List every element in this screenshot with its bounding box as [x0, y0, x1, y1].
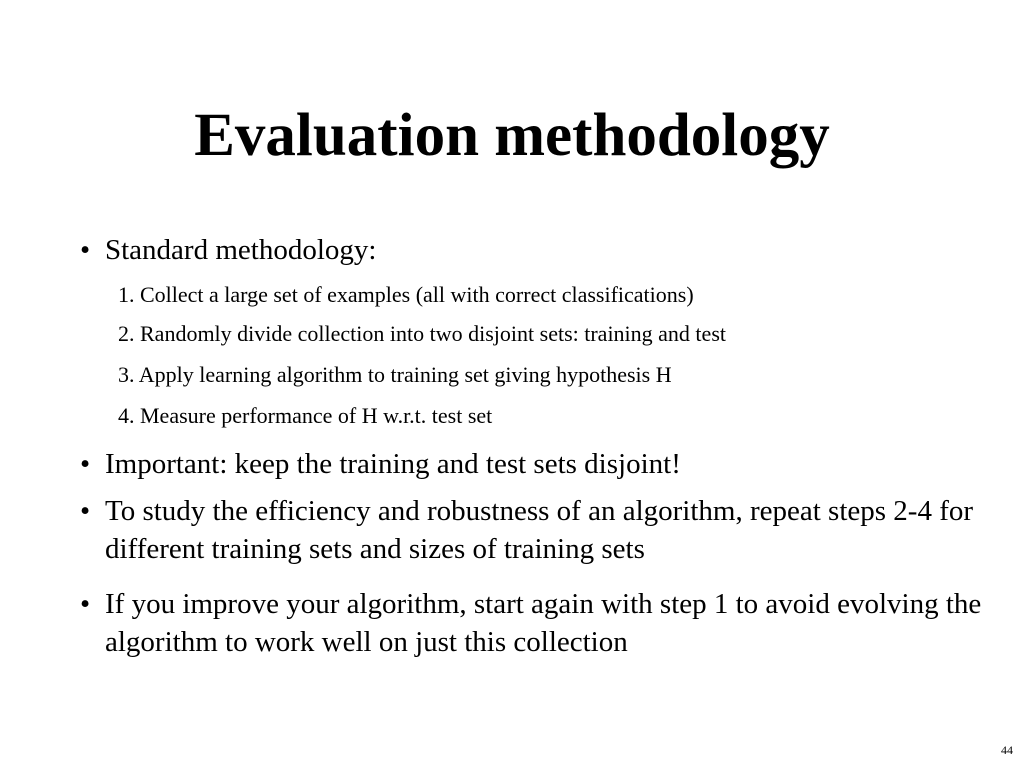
bullet-text: Important: keep the training and test sets disjoint! [105, 448, 681, 480]
bullet-text: Standard methodology: [105, 234, 377, 266]
bullet-text: To study the efficiency and robustness of an algorithm, repeat steps 2-4 for different training sets and sizes of training sets [105, 495, 974, 565]
bullet-icon: • [80, 448, 91, 480]
bullet-important [80, 445, 985, 483]
step-3: 3. Apply learning algorithm to training set giving hypothesis H [118, 362, 672, 387]
bullet-study-efficiency [80, 492, 985, 568]
bullet-icon: • [80, 234, 91, 266]
step-1: 1. Collect a large set of examples (all with correct classifications) [118, 282, 694, 307]
bullet-text: If you improve your algorithm, start again with step 1 to avoid evolving the algorithm to work well on just this collection [105, 588, 982, 658]
bullet-icon: • [80, 588, 91, 620]
step-4: 4. Measure performance of H w.r.t. test set [118, 403, 493, 428]
slide-title: Evaluation methodology [194, 102, 830, 169]
bullet-improve-algorithm [80, 585, 985, 661]
bullet-standard-methodology [80, 231, 985, 269]
step-2: 2. Randomly divide collection into two disjoint sets: training and test [118, 321, 726, 346]
page-number: 44 [1001, 743, 1013, 757]
bullet-icon: • [80, 495, 91, 527]
